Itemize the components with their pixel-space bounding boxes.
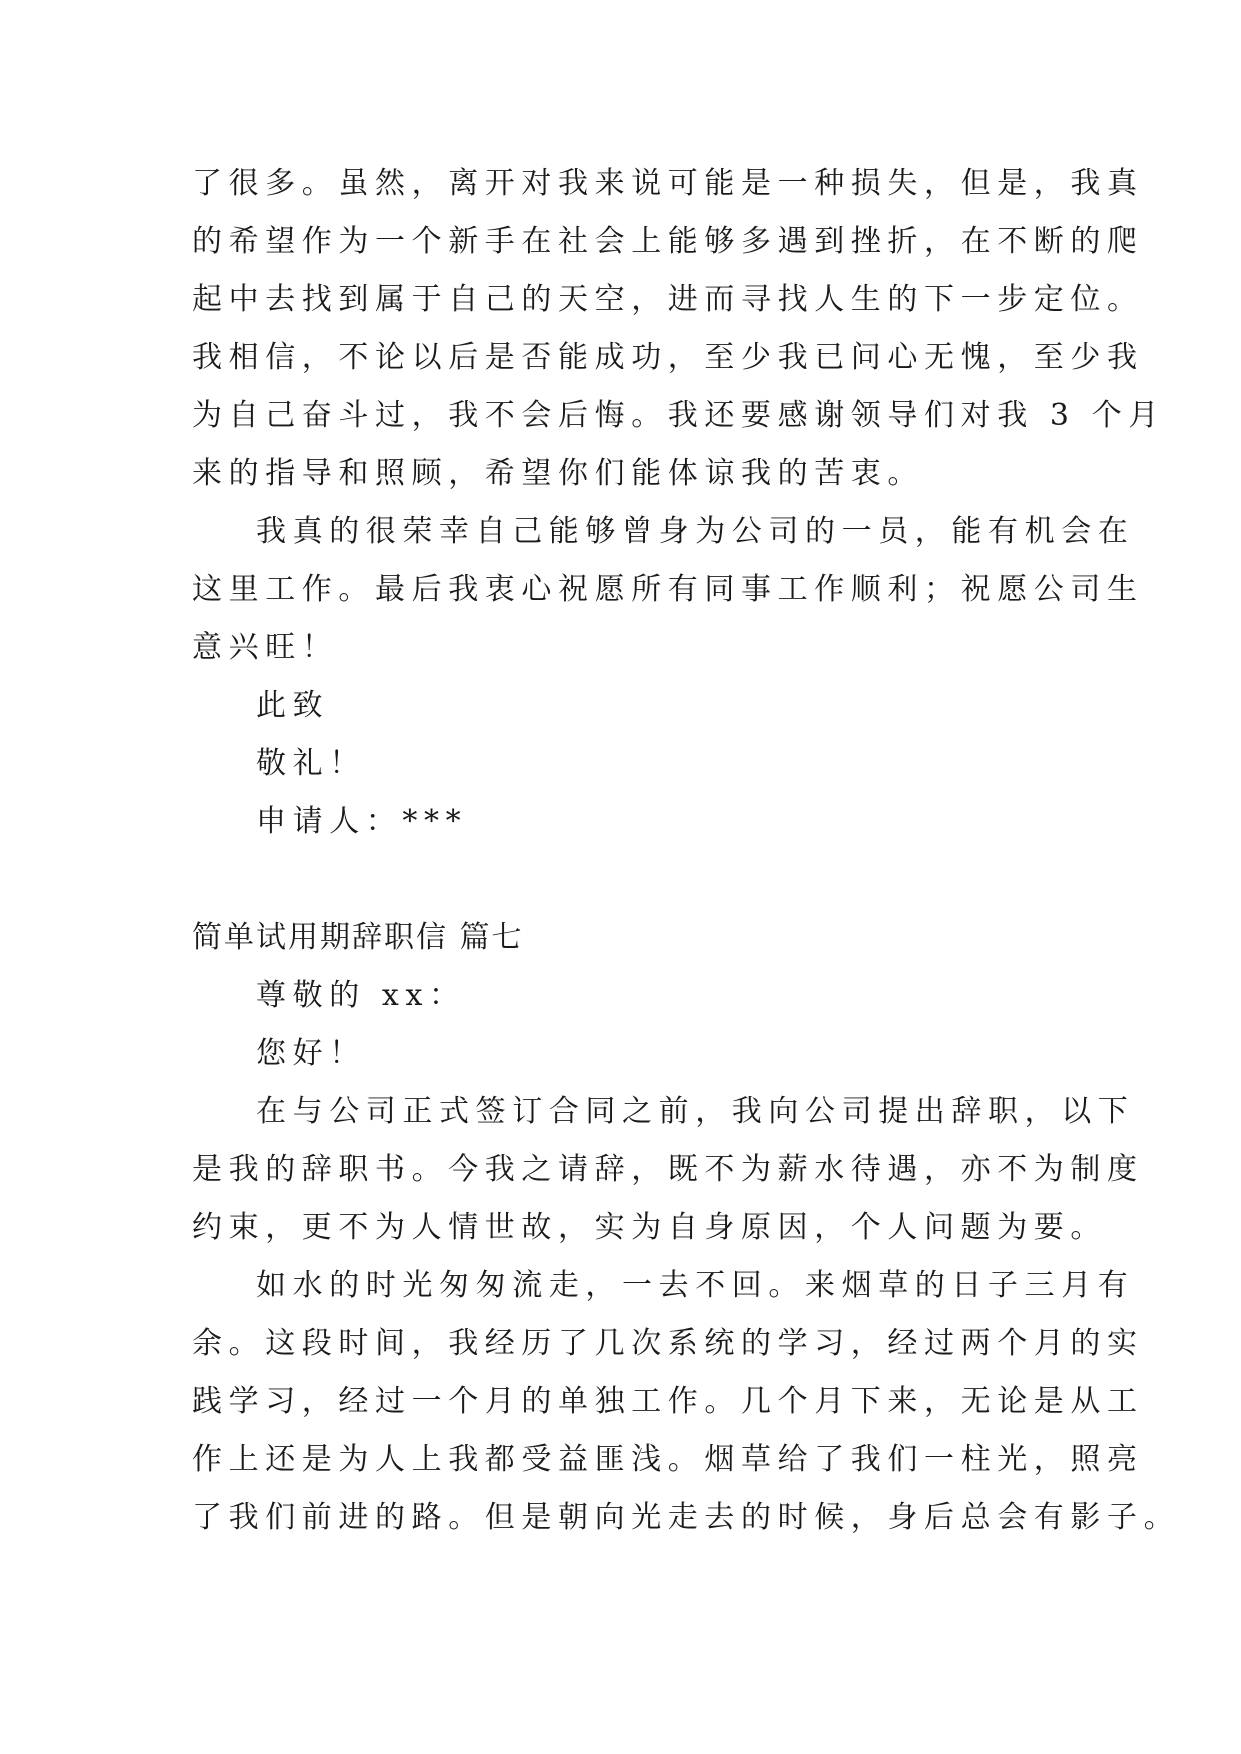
paragraph-line: 来的指导和照顾，希望你们能体谅我的苦衷。: [192, 456, 924, 491]
paragraph-line: 是我的辞职书。今我之请辞，既不为薪水待遇，亦不为制度: [192, 1152, 1144, 1187]
paragraph-line: 余。这段时间，我经历了几次系统的学习，经过两个月的实: [192, 1326, 1144, 1361]
paragraph-line: 这里工作。最后我衷心祝愿所有同事工作顺利；祝愿公司生: [192, 572, 1144, 607]
paragraph-line: 我相信，不论以后是否能成功，至少我已问心无愧，至少我: [192, 340, 1144, 375]
paragraph-line: 了我们前进的路。但是朝向光走去的时候，身后总会有影子。: [192, 1500, 1181, 1535]
paragraph-line: 践学习，经过一个月的单独工作。几个月下来，无论是从工: [192, 1384, 1144, 1419]
paragraph-line: 我真的很荣幸自己能够曾身为公司的一员，能有机会在: [256, 514, 1135, 549]
paragraph-line: 起中去找到属于自己的天空，进而寻找人生的下一步定位。: [192, 282, 1144, 317]
paragraph-line: 意兴旺！: [192, 630, 339, 665]
paragraph-line: 的希望作为一个新手在社会上能够多遇到挫折，在不断的爬: [192, 224, 1144, 259]
closing-text: 此致: [256, 688, 330, 723]
hello-text: 您好！: [256, 1036, 366, 1071]
section-heading: 简单试用期辞职信 篇七: [192, 920, 524, 955]
paragraph-line: 在与公司正式签订合同之前，我向公司提出辞职，以下: [256, 1094, 1135, 1129]
paragraph-line: 为自己奋斗过，我不会后悔。我还要感谢领导们对我 3 个月: [192, 398, 1165, 433]
paragraph-line: 了很多。虽然，离开对我来说可能是一种损失，但是，我真: [192, 166, 1144, 201]
paragraph-line: 约束，更不为人情世故，实为自身原因，个人问题为要。: [192, 1210, 1107, 1245]
salute-text: 敬礼！: [256, 746, 366, 781]
paragraph-line: 作上还是为人上我都受益匪浅。烟草给了我们一柱光，照亮: [192, 1442, 1144, 1477]
paragraph-line: 如水的时光匆匆流走，一去不回。来烟草的日子三月有: [256, 1268, 1135, 1303]
signature-text: 申请人：***: [256, 804, 468, 839]
greeting-text: 尊敬的 xx：: [256, 978, 466, 1013]
